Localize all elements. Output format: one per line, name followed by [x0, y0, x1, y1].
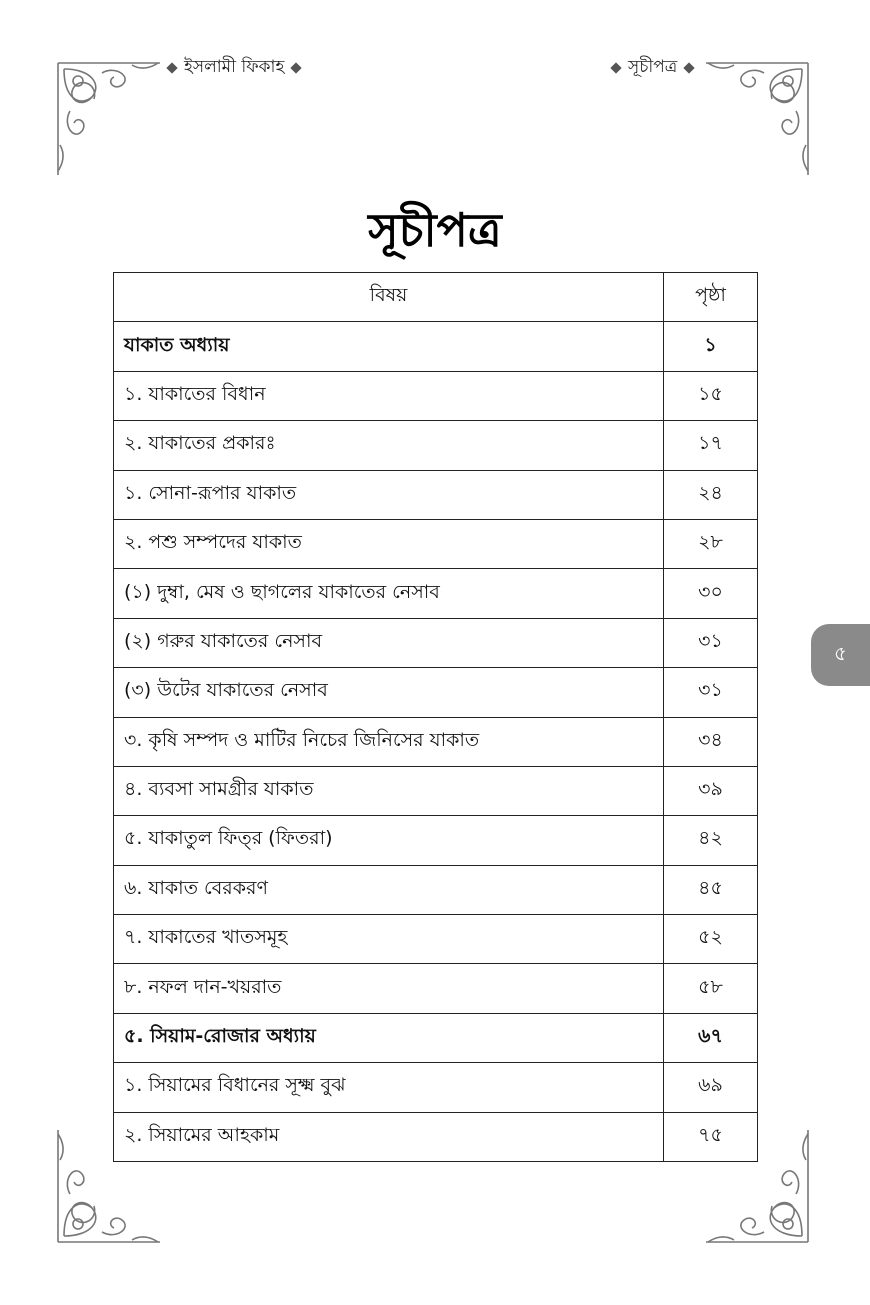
page-cell: ৫২: [664, 915, 758, 964]
section-title: সূচীপত্র: [628, 57, 678, 77]
corner-ornament-top-left: [52, 55, 162, 177]
page-column-header: পৃষ্ঠা: [664, 273, 758, 322]
topic-cell: (১) দুম্বা, মেষ ও ছাগলের যাকাতের নেসাব: [114, 569, 664, 618]
page-cell: ২৪: [664, 470, 758, 519]
table-row: [114, 421, 758, 470]
diamond-icon: [610, 62, 621, 73]
table-row: [114, 371, 758, 420]
table-row: [114, 519, 758, 568]
table-row: [114, 717, 758, 766]
contents-table: [113, 272, 758, 1162]
page-cell: ৬৯: [664, 1063, 758, 1112]
topic-cell: (৩) উটের যাকাতের নেসাব: [114, 668, 664, 717]
topic-cell: ২. যাকাতের প্রকারঃ: [114, 421, 664, 470]
topic-cell: ৩. কৃষি সম্পদ ও মাটির নিচের জিনিসের যাকাত: [114, 717, 664, 766]
page-cell: ৩৯: [664, 766, 758, 815]
topic-cell: ৫. সিয়াম-রোজার অধ্যায়: [114, 1013, 664, 1062]
running-header-right: [612, 54, 693, 82]
table-row: [114, 569, 758, 618]
table-row: [114, 1112, 758, 1161]
topic-cell: (২) গরুর যাকাতের নেসাব: [114, 618, 664, 667]
diamond-icon: [166, 62, 177, 73]
page-cell: ১: [664, 322, 758, 371]
running-header-left: [168, 54, 300, 82]
topic-cell: ২. পশু সম্পদের যাকাত: [114, 519, 664, 568]
table-row: [114, 766, 758, 815]
table-row: [114, 668, 758, 717]
topic-cell: ১. সোনা-রূপার যাকাত: [114, 470, 664, 519]
topic-cell: ৬. যাকাত বেরকরণ: [114, 865, 664, 914]
diamond-icon: [684, 62, 695, 73]
page-cell: ৩০: [664, 569, 758, 618]
table-row: [114, 1013, 758, 1062]
topic-cell: ৭. যাকাতের খাতসমূহ: [114, 915, 664, 964]
page-cell: ১৭: [664, 421, 758, 470]
table-row: [114, 470, 758, 519]
table-row: [114, 1063, 758, 1112]
diamond-icon: [291, 62, 302, 73]
topic-cell: ৮. নফল দান-খয়রাত: [114, 964, 664, 1013]
table-row: [114, 964, 758, 1013]
page-cell: ৪৫: [664, 865, 758, 914]
page-cell: ৪২: [664, 816, 758, 865]
page-title: সূচীপত্র: [368, 203, 502, 257]
topic-cell: ৫. যাকাতুল ফিত্‌র (ফিতরা): [114, 816, 664, 865]
table-row: [114, 816, 758, 865]
page-number-tab: [811, 624, 870, 686]
table-header-row: [114, 273, 758, 322]
topic-cell: ১. সিয়ামের বিধানের সূক্ষ্ম বুঝ: [114, 1063, 664, 1112]
book-title: ইসলামী ফিকাহ: [184, 57, 285, 77]
page-cell: ১৫: [664, 371, 758, 420]
page-cell: ২৮: [664, 519, 758, 568]
topic-cell: যাকাত অধ্যায়: [114, 322, 664, 371]
page-cell: ৬৭: [664, 1013, 758, 1062]
page-cell: ৫৮: [664, 964, 758, 1013]
page-cell: ৩১: [664, 618, 758, 667]
table-row: [114, 618, 758, 667]
table-row: [114, 915, 758, 964]
table-row: [114, 865, 758, 914]
corner-ornament-top-right: [704, 55, 814, 177]
topic-cell: ২. সিয়ামের আহকাম: [114, 1112, 664, 1161]
page-cell: ৩৪: [664, 717, 758, 766]
page-cell: ৩১: [664, 668, 758, 717]
page-number: ৫: [834, 640, 847, 665]
table-row: [114, 322, 758, 371]
topic-cell: ১. যাকাতের বিধান: [114, 371, 664, 420]
topic-cell: ৪. ব্যবসা সামগ্রীর যাকাত: [114, 766, 664, 815]
page-cell: ৭৫: [664, 1112, 758, 1161]
topic-column-header: বিষয়: [114, 273, 664, 322]
